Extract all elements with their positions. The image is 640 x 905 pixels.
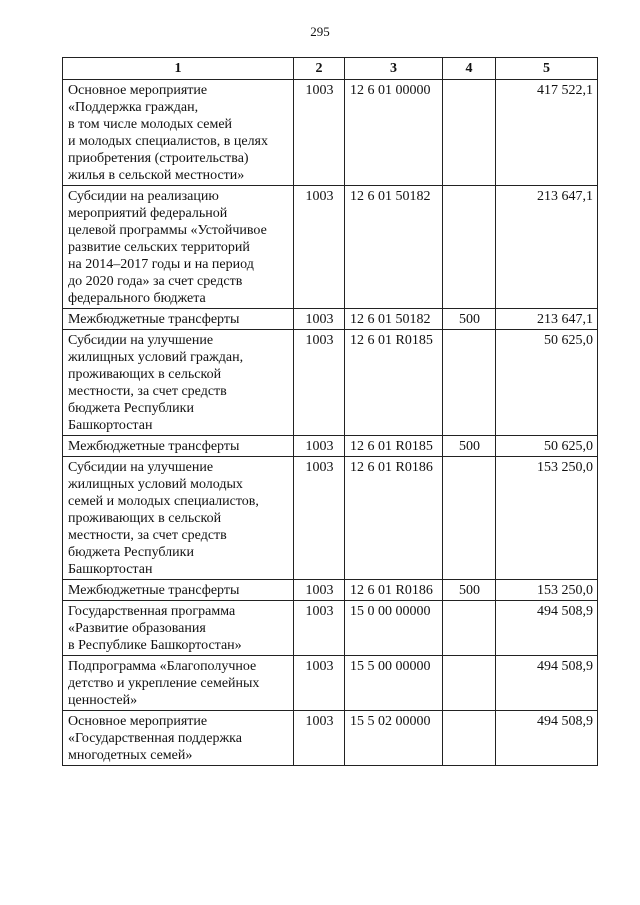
row-name: Межбюджетные трансферты (63, 309, 294, 330)
row-name: Основное мероприятие «Государственная поддержка многодетных семей» (63, 711, 294, 766)
row-program-code: 12 6 01 R0185 (345, 436, 443, 457)
row-expense-type (443, 711, 496, 766)
table-row (63, 580, 598, 601)
row-amount: 50 625,0 (496, 436, 598, 457)
table-row (63, 457, 598, 580)
table-row (63, 186, 598, 309)
row-name: Субсидии на улучшение жилищных условий молодых семей и молодых специалистов, проживающих в сельской местности, за счет средств бюджета Республики Башкортостан (63, 457, 294, 580)
row-expense-type (443, 186, 496, 309)
row-amount: 50 625,0 (496, 330, 598, 436)
row-expense-type: 500 (443, 580, 496, 601)
row-amount: 153 250,0 (496, 457, 598, 580)
header-col-4: 4 (443, 58, 496, 80)
row-name: Межбюджетные трансферты (63, 436, 294, 457)
budget-table (62, 57, 598, 766)
row-section: 1003 (294, 309, 345, 330)
row-program-code: 12 6 01 R0186 (345, 580, 443, 601)
row-amount: 153 250,0 (496, 580, 598, 601)
header-col-3: 3 (345, 58, 443, 80)
table-row (63, 601, 598, 656)
page-number: 295 (310, 24, 330, 39)
row-name: Подпрограмма «Благополучное детство и укрепление семейных ценностей» (63, 656, 294, 711)
table-row (63, 656, 598, 711)
row-expense-type (443, 601, 496, 656)
row-program-code: 12 6 01 R0185 (345, 330, 443, 436)
row-section: 1003 (294, 80, 345, 186)
row-name: Межбюджетные трансферты (63, 580, 294, 601)
row-section: 1003 (294, 330, 345, 436)
row-expense-type: 500 (443, 436, 496, 457)
row-amount: 494 508,9 (496, 601, 598, 656)
row-section: 1003 (294, 186, 345, 309)
row-program-code: 15 5 00 00000 (345, 656, 443, 711)
row-amount: 417 522,1 (496, 80, 598, 186)
row-expense-type (443, 656, 496, 711)
row-name: Основное мероприятие «Поддержка граждан, в том числе молодых семей и молодых специалистов, в целях приобретения (строительства) жилья в сельской местности» (63, 80, 294, 186)
header-row (63, 58, 598, 80)
row-name: Субсидии на реализацию мероприятий федеральной целевой программы «Устойчивое развитие сельских территорий на 2014–2017 годы и на период до 2020 года» за счет средств федерального бюджета (63, 186, 294, 309)
row-program-code: 15 5 02 00000 (345, 711, 443, 766)
row-section: 1003 (294, 711, 345, 766)
row-name: Государственная программа «Развитие образования в Республике Башкортостан» (63, 601, 294, 656)
table-row (63, 330, 598, 436)
table-row (63, 309, 598, 330)
row-section: 1003 (294, 457, 345, 580)
header-col-5: 5 (496, 58, 598, 80)
row-section: 1003 (294, 580, 345, 601)
row-program-code: 12 6 01 50182 (345, 309, 443, 330)
row-expense-type: 500 (443, 309, 496, 330)
row-amount: 213 647,1 (496, 309, 598, 330)
table-row (63, 436, 598, 457)
row-amount: 213 647,1 (496, 186, 598, 309)
row-program-code: 12 6 01 50182 (345, 186, 443, 309)
header-col-2: 2 (294, 58, 345, 80)
row-expense-type (443, 330, 496, 436)
row-expense-type (443, 457, 496, 580)
table-row (63, 711, 598, 766)
row-amount: 494 508,9 (496, 656, 598, 711)
row-expense-type (443, 80, 496, 186)
row-program-code: 12 6 01 00000 (345, 80, 443, 186)
row-name: Субсидии на улучшение жилищных условий граждан, проживающих в сельской местности, за счет средств бюджета Республики Башкортостан (63, 330, 294, 436)
header-col-1: 1 (63, 58, 294, 80)
row-section: 1003 (294, 656, 345, 711)
row-amount: 494 508,9 (496, 711, 598, 766)
table-row (63, 80, 598, 186)
row-program-code: 15 0 00 00000 (345, 601, 443, 656)
row-program-code: 12 6 01 R0186 (345, 457, 443, 580)
row-section: 1003 (294, 436, 345, 457)
row-section: 1003 (294, 601, 345, 656)
